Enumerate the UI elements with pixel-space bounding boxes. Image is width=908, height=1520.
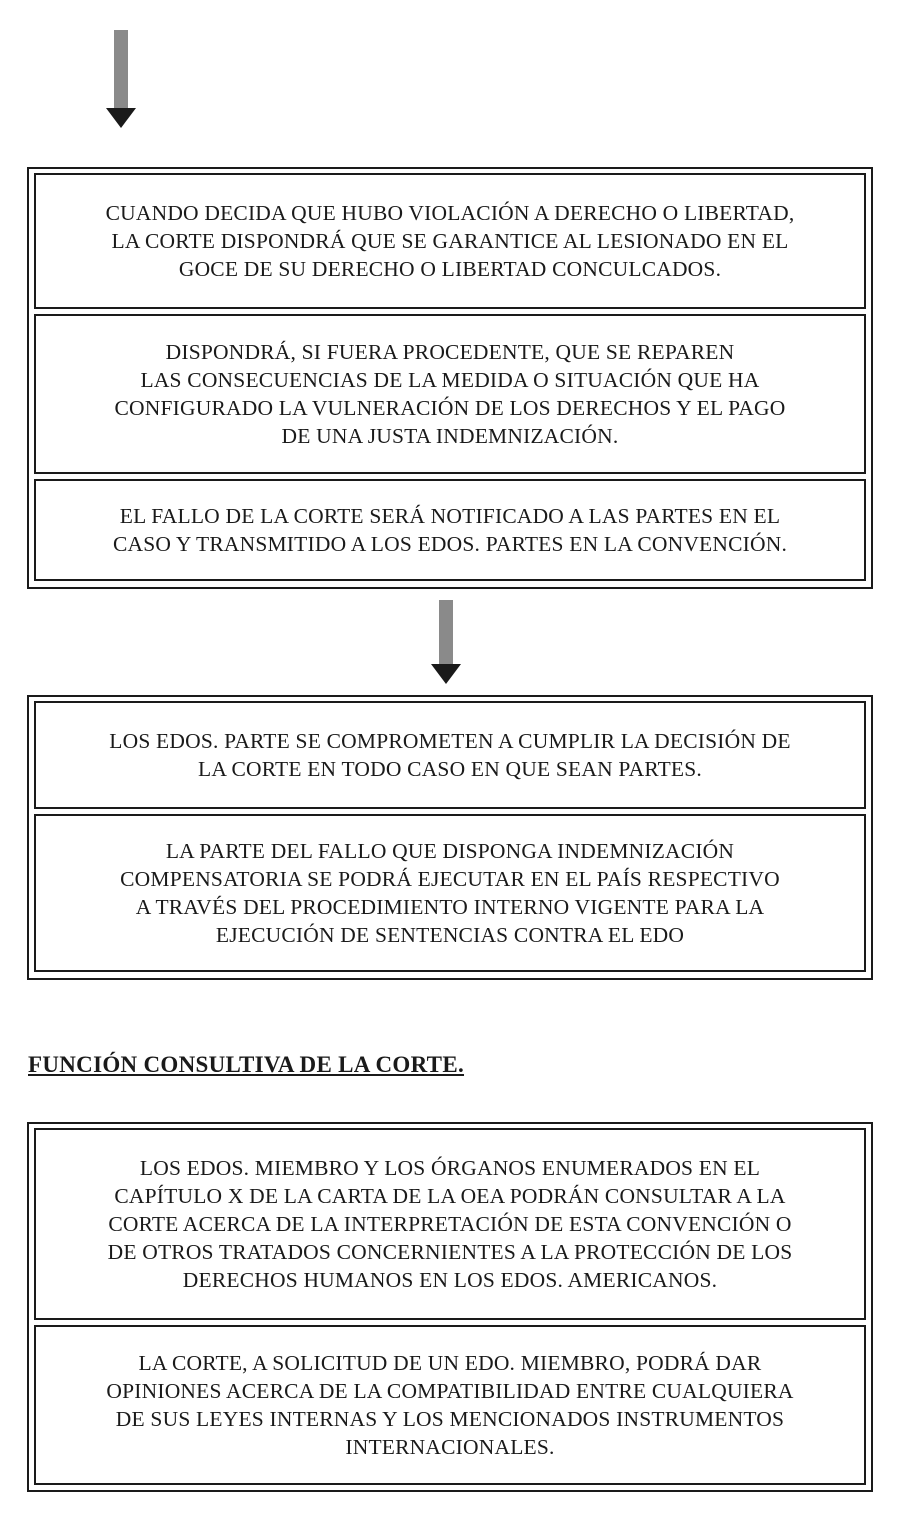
box-text-line: A TRAVÉS DEL PROCEDIMIENTO INTERNO VIGENTE PARA LA	[135, 895, 765, 919]
arrow-shaft	[439, 600, 453, 664]
box-text-line: INTERNACIONALES.	[345, 1435, 555, 1459]
box-text-line: COMPENSATORIA SE PODRÁ EJECUTAR EN EL PAÍS RESPECTIVO	[120, 867, 780, 891]
flow-box-commitment	[34, 701, 866, 809]
box-text-line: EJECUCIÓN DE SENTENCIAS CONTRA EL EDO	[215, 923, 685, 947]
box-text-line: LOS EDOS. MIEMBRO Y LOS ÓRGANOS ENUMERADOS EN EL	[139, 1156, 761, 1180]
box-text-line: CASO Y TRANSMITIDO A LOS EDOS. PARTES EN LA CONVENCIÓN.	[112, 532, 788, 556]
box-text-line: LA CORTE DISPONDRÁ QUE SE GARANTICE AL LESIONADO EN EL	[111, 229, 789, 253]
flow-box-reparation	[34, 314, 866, 474]
box-text-line: LA CORTE, A SOLICITUD DE UN EDO. MIEMBRO, PODRÁ DAR	[138, 1351, 762, 1375]
flow-box-consultation	[34, 1128, 866, 1320]
box-text-line: CAPÍTULO X DE LA CARTA DE LA OEA PODRÁN CONSULTAR A LA	[114, 1184, 786, 1208]
flow-box-notification	[34, 479, 866, 581]
arrow-head	[106, 108, 136, 128]
flow-box-violation-decision	[34, 173, 866, 309]
box-text-line: DERECHOS HUMANOS EN LOS EDOS. AMERICANOS.	[182, 1268, 718, 1292]
box-text-line: LA PARTE DEL FALLO QUE DISPONGA INDEMNIZACIÓN	[165, 839, 735, 863]
flow-arrow-top	[106, 30, 136, 130]
flowchart-group-compliance	[27, 695, 873, 980]
arrow-head	[431, 664, 461, 684]
flowchart-group-sentence	[27, 167, 873, 589]
flow-box-opinions	[34, 1325, 866, 1485]
flow-arrow-middle	[431, 600, 461, 686]
box-text-line: CORTE ACERCA DE LA INTERPRETACIÓN DE ESTA CONVENCIÓN O	[108, 1212, 792, 1236]
box-text-line: DE UNA JUSTA INDEMNIZACIÓN.	[281, 424, 619, 448]
flowchart-group-consultative	[27, 1122, 873, 1492]
box-text-line: LA CORTE EN TODO CASO EN QUE SEAN PARTES.	[198, 757, 702, 781]
box-text-line: EL FALLO DE LA CORTE SERÁ NOTIFICADO A LAS PARTES EN EL	[119, 504, 781, 528]
box-text-line: LAS CONSECUENCIAS DE LA MEDIDA O SITUACIÓN QUE HA	[140, 368, 760, 392]
box-text-line: DISPONDRÁ, SI FUERA PROCEDENTE, QUE SE REPAREN	[165, 340, 735, 364]
box-text-line: DE OTROS TRATADOS CONCERNIENTES A LA PROTECCIÓN DE LOS	[107, 1240, 793, 1264]
box-text-line: GOCE DE SU DERECHO O LIBERTAD CONCULCADOS.	[178, 257, 722, 281]
box-text-line: OPINIONES ACERCA DE LA COMPATIBILIDAD ENTRE CUALQUIERA	[106, 1379, 794, 1403]
box-text-line: DE SUS LEYES INTERNAS Y LOS MENCIONADOS INSTRUMENTOS	[115, 1407, 785, 1431]
section-heading: FUNCIÓN CONSULTIVA DE LA CORTE.	[28, 1052, 465, 1077]
box-text-line: CONFIGURADO LA VULNERACIÓN DE LOS DERECHOS Y EL PAGO	[114, 396, 786, 420]
arrow-shaft	[114, 30, 128, 108]
flow-box-compensation	[34, 814, 866, 972]
box-text-line: LOS EDOS. PARTE SE COMPROMETEN A CUMPLIR LA DECISIÓN DE	[109, 729, 791, 753]
box-text-line: CUANDO DECIDA QUE HUBO VIOLACIÓN A DERECHO O LIBERTAD,	[105, 201, 795, 225]
